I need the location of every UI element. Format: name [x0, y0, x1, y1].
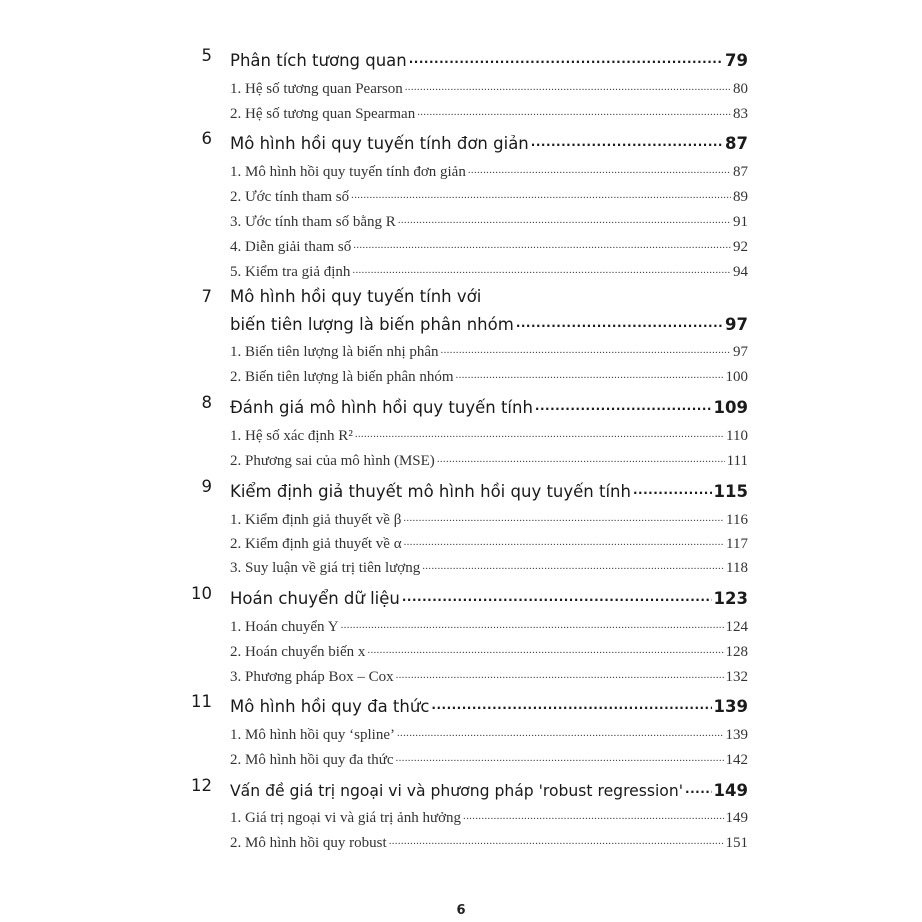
section-entry[interactable] — [230, 102, 748, 123]
chapter-entry[interactable] — [230, 393, 748, 417]
section-entry[interactable] — [230, 365, 748, 386]
chapter-entry[interactable] — [230, 692, 748, 716]
dot-leader — [468, 160, 731, 176]
chapter-number: 10 — [191, 584, 212, 603]
section-page: 116 — [726, 512, 748, 528]
dot-leader — [398, 210, 731, 226]
dot-leader — [405, 77, 731, 93]
chapter-title: Phân tích tương quan — [230, 51, 407, 70]
section-entry[interactable] — [230, 235, 748, 256]
chapter-page: 87 — [725, 134, 748, 153]
dot-leader — [352, 260, 731, 276]
dot-leader — [403, 508, 724, 524]
section-title: 5. Kiểm tra giả định — [230, 264, 351, 280]
chapter-number: 5 — [201, 46, 212, 65]
section-title: 1. Kiểm định giả thuyết về β — [230, 512, 402, 528]
section-entry[interactable] — [230, 185, 748, 206]
dot-leader — [353, 235, 731, 251]
section-entry[interactable] — [230, 556, 748, 577]
chapter-entry[interactable] — [230, 584, 748, 608]
dot-leader — [422, 556, 724, 572]
dot-leader — [397, 723, 724, 739]
chapter-page: 123 — [713, 589, 748, 608]
section-title: 2. Kiểm định giả thuyết về α — [230, 536, 402, 552]
dot-leader — [417, 102, 731, 118]
chapter-number: 11 — [191, 692, 212, 711]
dot-leader — [355, 424, 724, 440]
dot-leader — [351, 185, 731, 201]
dot-leader — [409, 46, 723, 66]
section-title: 1. Mô hình hồi quy tuyến tính đơn giản — [230, 164, 466, 180]
section-entry[interactable] — [230, 532, 748, 553]
section-title: 3. Suy luận về giá trị tiên lượng — [230, 560, 421, 576]
section-title: 2. Mô hình hồi quy đa thức — [230, 752, 394, 768]
section-entry[interactable] — [230, 640, 748, 661]
section-title: 2. Biến tiên lượng là biến phân nhóm — [230, 369, 454, 385]
section-page: 97 — [733, 344, 748, 360]
section-page: 151 — [725, 835, 748, 851]
chapter-number: 12 — [191, 776, 212, 795]
chapter-title: Mô hình hồi quy tuyến tính đơn giản — [230, 134, 529, 153]
dot-leader — [633, 477, 712, 497]
section-entry[interactable] — [230, 340, 748, 361]
section-page: 124 — [725, 619, 748, 635]
section-page: 100 — [725, 369, 748, 385]
chapter-entry[interactable] — [230, 477, 748, 501]
section-entry[interactable] — [230, 260, 748, 281]
section-page: 91 — [733, 214, 748, 230]
section-title: 1. Hoán chuyển Y — [230, 619, 339, 635]
section-title: 2. Ước tính tham số — [230, 189, 350, 205]
dot-leader — [396, 748, 724, 764]
section-title: 1. Biến tiên lượng là biến nhị phân — [230, 344, 439, 360]
section-entry[interactable] — [230, 665, 748, 686]
section-title: 1. Hệ số xác định R² — [230, 428, 353, 444]
section-title: 2. Hoán chuyển biến x — [230, 644, 366, 660]
page-number: 6 — [456, 903, 466, 918]
chapter-number: 7 — [201, 287, 212, 306]
section-page: 132 — [725, 669, 748, 685]
section-entry[interactable] — [230, 424, 748, 445]
section-title: 1. Hệ số tương quan Pearson — [230, 81, 403, 97]
dot-leader — [437, 449, 725, 465]
dot-leader — [404, 532, 724, 548]
section-title: 3. Ước tính tham số bằng R — [230, 214, 396, 230]
section-page: 110 — [726, 428, 748, 444]
section-page: 92 — [733, 239, 748, 255]
chapter-title: Hoán chuyển dữ liệu — [230, 589, 400, 608]
chapter-title: Mô hình hồi quy đa thức — [230, 697, 430, 716]
chapter-title-line[interactable] — [230, 287, 748, 306]
section-entry[interactable] — [230, 831, 748, 852]
section-page: 111 — [726, 453, 748, 469]
section-page: 142 — [725, 752, 748, 768]
dot-leader — [456, 365, 724, 381]
chapter-title-line1: Mô hình hồi quy tuyến tính với — [230, 287, 482, 306]
chapter-title: Đánh giá mô hình hồi quy tuyến tính — [230, 398, 533, 417]
dot-leader — [441, 340, 731, 356]
chapter-entry[interactable] — [230, 776, 748, 800]
section-entry[interactable] — [230, 160, 748, 181]
section-page: 117 — [726, 536, 748, 552]
section-title: 1. Mô hình hồi quy ‘spline’ — [230, 727, 395, 743]
section-entry[interactable] — [230, 723, 748, 744]
section-entry[interactable] — [230, 508, 748, 529]
dot-leader — [463, 806, 723, 822]
chapter-number: 9 — [201, 477, 212, 496]
section-title: 2. Mô hình hồi quy robust — [230, 835, 387, 851]
dot-leader — [389, 831, 724, 847]
dot-leader — [367, 640, 723, 656]
section-title: 2. Hệ số tương quan Spearman — [230, 106, 416, 122]
section-title: 1. Giá trị ngoại vi và giá trị ảnh hưởng — [230, 810, 462, 826]
section-entry[interactable] — [230, 77, 748, 98]
section-page: 139 — [725, 727, 748, 743]
dot-leader — [535, 393, 712, 413]
chapter-title: biến tiên lượng là biến phân nhóm — [230, 315, 514, 334]
section-page: 89 — [733, 189, 748, 205]
chapter-entry[interactable] — [230, 310, 748, 334]
chapter-number: 6 — [201, 129, 212, 148]
chapter-page: 139 — [713, 697, 748, 716]
section-entry[interactable] — [230, 449, 748, 470]
section-page: 128 — [725, 644, 748, 660]
chapter-page: 115 — [713, 482, 748, 501]
section-page: 149 — [725, 810, 748, 826]
dot-leader — [341, 615, 724, 631]
dot-leader — [516, 310, 723, 330]
section-entry[interactable] — [230, 748, 748, 769]
chapter-page: 149 — [713, 781, 748, 800]
section-entry[interactable] — [230, 615, 748, 636]
chapter-title: Kiểm định giả thuyết mô hình hồi quy tuyến tính — [230, 482, 631, 501]
section-title: 4. Diễn giải tham số — [230, 239, 352, 255]
chapter-page: 109 — [713, 398, 748, 417]
section-title: 2. Phương sai của mô hình (MSE) — [230, 453, 435, 469]
chapter-number: 8 — [201, 393, 212, 412]
dot-leader — [402, 584, 712, 604]
chapter-title: Vấn đề giá trị ngoại vi và phương pháp 'robust regression' — [230, 782, 684, 800]
section-page: 94 — [733, 264, 748, 280]
section-page: 118 — [726, 560, 748, 576]
section-title: 3. Phương pháp Box – Cox — [230, 669, 394, 685]
chapter-entry[interactable] — [230, 129, 748, 153]
dot-leader — [685, 776, 712, 796]
section-page: 80 — [733, 81, 748, 97]
section-entry[interactable] — [230, 210, 748, 231]
dot-leader — [431, 692, 711, 712]
dot-leader — [396, 665, 724, 681]
chapter-entry[interactable] — [230, 46, 748, 70]
chapter-page: 79 — [725, 51, 748, 70]
section-entry[interactable] — [230, 806, 748, 827]
section-page: 83 — [733, 106, 748, 122]
chapter-page: 97 — [725, 315, 748, 334]
dot-leader — [531, 129, 723, 149]
section-page: 87 — [733, 164, 748, 180]
